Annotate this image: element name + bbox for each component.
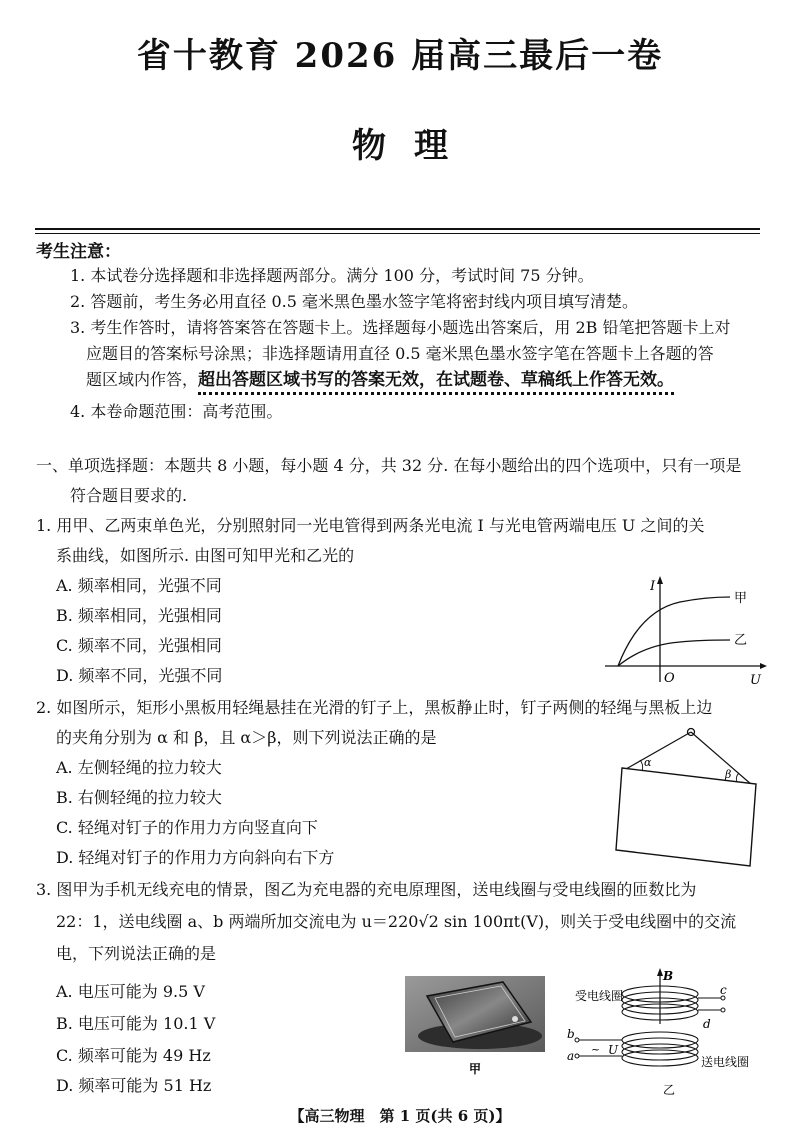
q1-option-c: C. 频率不同，光强相同 [56, 636, 222, 655]
terminal-d [721, 1008, 725, 1012]
q2-option-a: A. 左侧轻绳的拉力较大 [56, 758, 222, 777]
label-c: c [720, 983, 727, 997]
i-axis-label: I [650, 579, 656, 594]
beta-label: β [725, 768, 732, 781]
terminal-a [575, 1054, 579, 1058]
q3-stem-line-3: 电，下列说法正确的是 [56, 944, 217, 963]
notice-item-3-line-3 [86, 370, 674, 390]
b-label: B [663, 969, 674, 983]
q3-option-a: A. 电压可能为 9.5 V [56, 982, 205, 1001]
q3-stem-line-1: 3. 图甲为手机无线充电的情景，图乙为充电器的充电原理图，送电线圈与受电线圈的匝数比为 [36, 880, 697, 899]
notice-item-3-line-2: 应题目的答案标号涂黑；非选择题请用直径 0.5 毫米黑色墨水签字笔在答题卡上各题的答 [86, 344, 714, 363]
label-a: a [567, 1049, 575, 1063]
beta-arc [736, 773, 739, 782]
section-heading-line-2: 符合题目要求的. [70, 486, 188, 505]
notice-heading: 考生注意： [36, 242, 121, 262]
q1-iu-graph [600, 570, 770, 688]
q2-option-c: C. 轻绳对钉子的作用力方向竖直向下 [56, 818, 318, 837]
phone-button [512, 1016, 518, 1022]
notice-item-3-line-3-a: 题区域内作答， [86, 370, 199, 389]
q1-option-a: A. 频率相同，光强不同 [56, 576, 222, 595]
origin-label: O [664, 671, 675, 686]
blackboard [616, 768, 756, 866]
alpha-arc [640, 760, 643, 771]
subject-title: 物理 [352, 126, 476, 166]
left-rope [626, 732, 691, 769]
ac-symbol: ~ [591, 1043, 601, 1056]
receiving-coil-label: 受电线圈 [575, 989, 624, 1003]
alpha-label: α [644, 756, 652, 769]
q3-option-c: C. 频率可能为 49 Hz [56, 1046, 211, 1065]
curve-yi-label: 乙 [734, 633, 748, 648]
label-b: b [567, 1027, 575, 1041]
sending-coil [622, 1032, 698, 1066]
q3-figure-yi-coils [563, 966, 768, 1100]
terminal-b [575, 1038, 579, 1042]
page-footer: 【高三物理 第 1 页(共 6 页)】 [289, 1107, 511, 1125]
q1-option-d: D. 频率不同，光强不同 [56, 666, 223, 685]
section-heading-line-1: 一、单项选择题：本题共 8 小题，每小题 4 分，共 32 分. 在每小题给出的四个选项中，只有一项是 [36, 456, 742, 475]
q3-figure-jia-photo [405, 976, 545, 1078]
q3-stem-line-2: 22：1，送电线圈 a、b 两端所加交流电为 u＝220√2 sin 100πt(V)，则关于受电线圈中的交流 [56, 912, 737, 931]
notice-item-4: 4. 本卷命题范围：高考范围。 [70, 402, 283, 421]
notice-item-2: 2. 答题前，考生务必用直径 0.5 毫米黑色墨水签字笔将密封线内项目填写清楚。 [70, 292, 638, 311]
figure-yi-caption: 乙 [663, 1083, 676, 1097]
curve-yi [618, 640, 730, 666]
label-d: d [703, 1017, 711, 1031]
i-axis-arrow [657, 576, 663, 584]
u-axis-arrow [760, 663, 767, 669]
notice-item-3-line-1: 3. 考生作答时，请将答案答在答题卡上。选择题每小题选出答案后，用 2B 铅笔把答题卡上对 [70, 318, 731, 337]
q2-option-b: B. 右侧轻绳的拉力较大 [56, 788, 222, 807]
exam-title: 省十教育 2026 届高三最后一卷 [136, 36, 664, 76]
curve-jia [618, 597, 730, 666]
q1-option-b: B. 频率相同，光强相同 [56, 606, 222, 625]
notice-item-1: 1. 本试卷分选择题和非选择题两部分。满分 100 分，考试时间 75 分钟。 [70, 266, 594, 285]
q2-blackboard-figure [612, 722, 772, 870]
q2-option-d: D. 轻绳对钉子的作用力方向斜向右下方 [56, 848, 335, 867]
notice-warning-emphasis: 超出答题区域书写的答案无效，在试题卷、草稿纸上作答无效。 [198, 370, 674, 395]
q2-stem-line-1: 2. 如图所示，矩形小黑板用轻绳悬挂在光滑的钉子上，黑板静止时，钉子两侧的轻绳与黑板上边 [36, 698, 713, 717]
sending-coil-label: 送电线圈 [701, 1055, 750, 1069]
divider [35, 233, 760, 234]
q1-stem-line-2: 系曲线，如图所示. 由图可知甲光和乙光的 [56, 546, 355, 565]
q3-option-b: B. 电压可能为 10.1 V [56, 1014, 216, 1033]
figure-jia-caption: 甲 [469, 1062, 482, 1076]
q3-option-d: D. 频率可能为 51 Hz [56, 1076, 212, 1095]
q1-stem-line-1: 1. 用甲、乙两束单色光，分别照射同一光电管得到两条光电流 I 与光电管两端电压 U 之间的关 [36, 516, 705, 535]
divider [35, 228, 760, 230]
label-u: U [608, 1043, 619, 1057]
q2-stem-line-2: 的夹角分别为 α 和 β，且 α＞β，则下列说法正确的是 [56, 728, 437, 747]
u-axis-label: U [750, 673, 761, 688]
curve-jia-label: 甲 [734, 591, 748, 606]
